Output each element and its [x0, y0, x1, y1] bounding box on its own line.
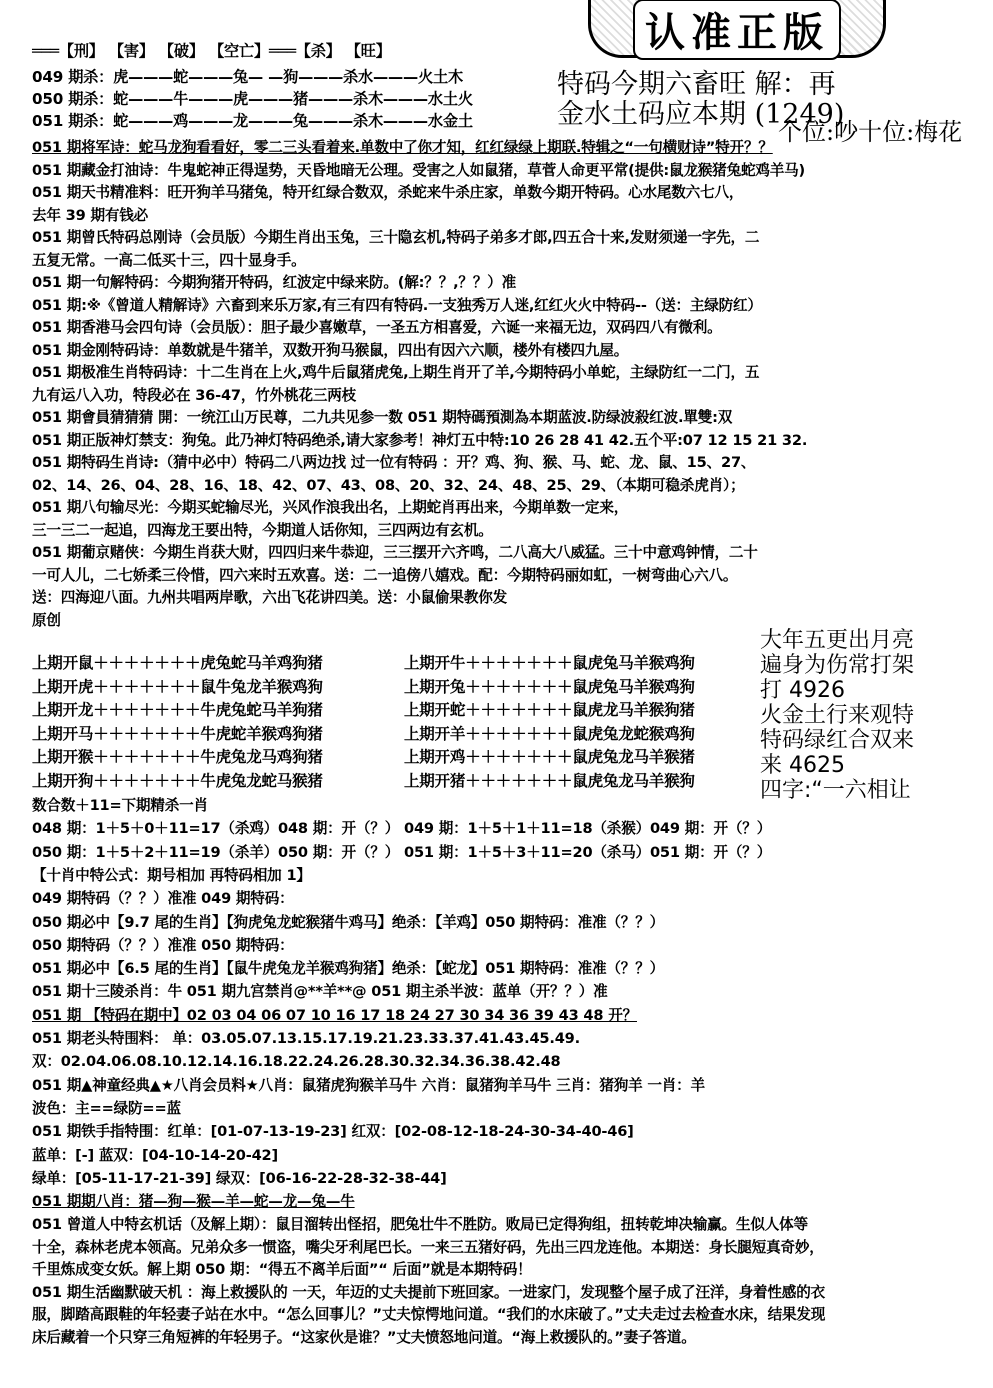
right-note-line: 打 4926: [760, 678, 845, 703]
lower-line: 050 期特码（？？）准准 050 期特码：: [32, 936, 294, 954]
zodiac-row-left: 上期开狗＋＋＋＋＋＋＋牛虎兔龙蛇马猴猪: [32, 771, 323, 790]
paragraph-line: 051 期正版神灯禁支：狗兔。此乃神灯特码绝杀,请大家参考！神灯五中特:10 26 28 41 42.五个平:07 12 15 21 32.: [32, 431, 808, 449]
paragraph-line: 051 期一句解特码：今期狗猪开特码，红波定中绿来防。(解:？？,？？）准: [32, 274, 517, 291]
paragraph-line: 五复无常。一高二低买十三，四十显身手。: [32, 251, 306, 269]
lower-line: 服，脚踏高跟鞋的年轻妻子站在水中。“怎么回事儿？”丈夫惊愕地问道。“我们的水床破了。”丈夫走过去检查水床，结果发现: [32, 1306, 826, 1324]
paragraph-line: 051 期将军诗：蛇马龙狗看看好，零二三头看着来.单数中了你才知，红红绿绿上期联.特辑之“一句横财诗”特开？？: [32, 139, 773, 156]
lower-line: 048 期：1＋5＋0＋11=17（杀鸡）048 期：开（？） 049 期：1＋5＋1＋11=18（杀猴）049 期：开（？）: [32, 820, 772, 838]
lower-line: 050 期：1＋5＋2＋11=19（杀羊）050 期：开（？） 051 期：1＋5＋3＋11=20（杀马）051 期：开（？）: [32, 843, 772, 861]
lower-line: 051 期▲神童经典▲★八肖会员料★八肖：鼠猪虎狗猴羊马牛 六肖：鼠猪狗羊马牛 三肖：猪狗羊 一肖：羊: [32, 1076, 705, 1094]
zodiac-row-right: 上期开牛＋＋＋＋＋＋＋鼠虎兔马羊猴鸡狗: [404, 654, 695, 672]
zodiac-row-left: 上期开马＋＋＋＋＋＋＋牛虎蛇羊猴鸡狗猪: [32, 724, 323, 743]
zodiac-row-right: 上期开蛇＋＋＋＋＋＋＋鼠虎龙马羊猴狗猪: [404, 701, 695, 719]
paragraph-line: 051 期金刚特码诗：单数就是牛猪羊，双数开狗马猴鼠，四出有因六六顺，楼外有楼四九屋。: [32, 341, 629, 359]
kill-row: 051 期杀：蛇———鸡———龙———兔———杀木———水金土: [32, 112, 473, 130]
header-row: ═══【刑】 【害】 【破】 【空亡】═══【杀】 【旺】: [32, 42, 391, 60]
zodiac-row-left: 上期开龙＋＋＋＋＋＋＋牛虎兔蛇马羊狗猪: [32, 701, 323, 719]
lower-line: 051 曾道人中特玄机话（及解上期）：鼠目溜转出怪招，肥兔壮牛不胜防。败局已定得狗组，扭转乾坤决输赢。生似人体等: [32, 1216, 808, 1234]
paragraph-line: 去年 39 期有钱必: [32, 206, 149, 224]
paragraph-line: 九有运八入功，特段必在 36-47，竹外桃花三两枝: [32, 386, 357, 404]
lower-line: 十全，森林老虎本领高。兄弟众多一惯盗，嘴尖牙利尾巴长。一来三五猪好码，先出三四龙连他。本期送：身长腿短真奇妙，: [32, 1238, 824, 1256]
right-note-line: 火金土行来观特: [760, 703, 915, 728]
lower-line: 数合数＋11=下期精杀一肖: [32, 797, 208, 814]
handwritten-line-3: 个位:吵十位:梅花: [778, 118, 963, 146]
kill-row: 050 期杀：蛇———牛———虎———猪———杀木———水土火: [32, 90, 473, 108]
lower-line: 051 期必中【6.5 尾的生肖】【鼠牛虎兔龙羊猴鸡狗猪】绝杀：【蛇龙】051 期特码：准准（？？）: [32, 960, 664, 978]
logo-text: 认准正版: [633, 0, 841, 60]
zodiac-row-left: 上期开虎＋＋＋＋＋＋＋鼠牛兔龙羊猴鸡狗: [32, 677, 323, 696]
paragraph-line: 02、14、26、04、28、16、18、42、07、43、08、20、32、24、48、25、29、（本期可稳杀虎肖）；: [32, 476, 745, 494]
paragraph-line: 051 期八句输尽光：今期买蛇输尽光，兴风作浪我出名，上期蛇肖再出来，今期单数一定来，: [32, 499, 629, 516]
lower-line: 床后藏着一个只穿三角短裤的年轻男子。“这家伙是谁？”丈夫愤怒地问道。“海上救援队的。”妻子答道。: [32, 1328, 696, 1346]
lower-line: 050 期必中【9.7 尾的生肖】【狗虎兔龙蛇猴猪牛鸡马】绝杀：【羊鸡】050 期特码：准准（？？）: [32, 913, 664, 931]
logo-seal: [588, 0, 886, 58]
lower-line: 051 期生活幽默破天机 ：海上救援队的 一天，年迈的丈夫提前下班回家。一进家门，发现整个屋子成了汪洋，身着性感的衣: [32, 1283, 825, 1301]
kill-row: 049 期杀：虎———蛇———兔— —狗———杀水———火土木: [32, 68, 463, 86]
zodiac-row-left: 上期开鼠＋＋＋＋＋＋＋虎兔蛇马羊鸡狗猪: [32, 654, 323, 672]
paragraph-line: 051 期天书精准料：旺开狗羊马猪兔，特开红绿合数双，杀蛇来牛杀庄家，单数今期开特码。心水尾数六七八，: [32, 184, 744, 201]
paragraph-line: 原创: [32, 611, 61, 629]
lower-line: 051 期老头特围料： 单：03.05.07.13.15.17.19.21.23.33.37.41.43.45.49.: [32, 1030, 580, 1047]
zodiac-row-right: 上期开羊＋＋＋＋＋＋＋鼠虎兔龙蛇猴鸡狗: [404, 724, 695, 743]
lower-line: 049 期特码（？？）准准 049 期特码：: [32, 890, 294, 908]
right-note-line: 特码绿红合双来: [760, 728, 915, 753]
paragraph-line: 051 期香港马会四句诗（会员版）：胆子最少喜嫩草，一圣五方相喜爱，六诞一来福无边，双码四八有微利。: [32, 319, 722, 336]
lower-line: 蓝单：[-] 蓝双：[04-10-14-20-42]: [32, 1146, 278, 1164]
zodiac-row-right: 上期开猪＋＋＋＋＋＋＋鼠虎兔龙马羊猴狗: [404, 771, 695, 790]
lower-line: 双：02.04.06.08.10.12.14.16.18.22.24.26.28.30.32.34.36.38.42.48: [32, 1053, 561, 1071]
right-note-line: 来 4625: [760, 753, 845, 778]
lower-line: 千里炼成变女妖。解上期 050 期：“得五不离羊后面”“ 后面”就是本期特码！: [32, 1261, 532, 1279]
lower-line: 绿单：[05-11-17-21-39] 绿双：[06-16-22-28-32-38-44]: [32, 1169, 447, 1187]
right-note-line: 遍身为伤常打架: [760, 653, 915, 678]
right-note-line: 大年五更出月亮: [760, 628, 915, 653]
lower-line: 【十肖中特公式：期号相加 再特码相加 1】: [32, 866, 311, 884]
lower-line: 051 期十三陵杀肖：牛 051 期九宫禁肖@**羊**@ 051 期主杀半波：蓝单（开？？）准: [32, 983, 608, 1001]
right-note-line: 四字:“一六相让: [760, 778, 911, 803]
lower-line: 波色：主==绿防==蓝: [32, 1099, 181, 1117]
zodiac-row-left: 上期开猴＋＋＋＋＋＋＋牛虎兔龙马鸡狗猪: [32, 748, 323, 766]
paragraph-line: 送：四海迎八面。九州共唱两岸歌，六出飞花讲四美。送：小鼠偷果教你发: [32, 589, 507, 606]
zodiac-row-right: 上期开鸡＋＋＋＋＋＋＋鼠虎兔龙马羊猴猪: [404, 748, 695, 766]
handwritten-line-2: 金水土码应本期 (1249): [557, 99, 845, 130]
lower-line: 051 期 【特码在期中】02 03 04 06 07 10 16 17 18 24 27 30 34 36 39 43 48 开？: [32, 1006, 637, 1024]
paragraph-line: 三一三二一起追，四海龙王要出特，今期道人话你知，三四两边有玄机。: [32, 521, 493, 539]
paragraph-line: 一可人儿，二七娇柔三伶惜，四六来时五欢喜。送：二一追傍八嬉戏。配：今期特码丽如虹，一树弯曲心六八。: [32, 566, 738, 584]
paragraph-line: 051 期會員猜猜猜 開：一统江山万民尊，二九共见参一数 051 期特碼預測為本期蓝波.防绿波殺红波.單雙:双: [32, 409, 733, 426]
zodiac-row-right: 上期开兔＋＋＋＋＋＋＋鼠虎兔马羊猴鸡狗: [404, 677, 695, 696]
paragraph-line: 051 期特码生肖诗:（猜中必中）特码二八两边找 过一位有特码 ：开？鸡、狗、猴、马、蛇、龙、鼠、15、27、: [32, 454, 756, 471]
paragraph-line: 051 期藏金打油诗：牛鬼蛇神正得逞势，天昏地暗无公理。受害之人如鼠猪，草菅人命更平常(提供:鼠龙猴猪兔蛇鸡羊马): [32, 161, 806, 179]
lower-line: 051 期铁手指特围：红单：[01-07-13-19-23] 红双：[02-08-12-18-24-30-34-40-46]: [32, 1123, 634, 1141]
paragraph-line: 051 期:※《曾道人精解诗》六畜到来乐万家,有三有四有特码.一支独秀万人迷,红红火火中特码--（送：主绿防红）: [32, 296, 762, 314]
paragraph-line: 051 期葡京赌侠：今期生肖获大财，四四归来牛恭迎，三三摆开六齐鸣，二八高大八威猛。三十中意鸡钟情，二十: [32, 544, 758, 561]
lower-line: 051 期期八肖：猪—狗—猴—羊—蛇—龙—兔—牛: [32, 1193, 355, 1211]
handwritten-line-1: 特码今期六畜旺 解：再: [557, 69, 836, 100]
paragraph-line: 051 期曾氏特码总刚诗（会员版）今期生肖出玉兔，三十隐玄机,特码子弟多才郎,四五合十来,发财须递一字先，二: [32, 229, 760, 246]
paragraph-line: 051 期极准生肖特码诗：十二生肖在上火,鸡牛后鼠猪虎兔,上期生肖开了羊,今期特码小单蛇，主绿防红一二门，五: [32, 364, 760, 381]
